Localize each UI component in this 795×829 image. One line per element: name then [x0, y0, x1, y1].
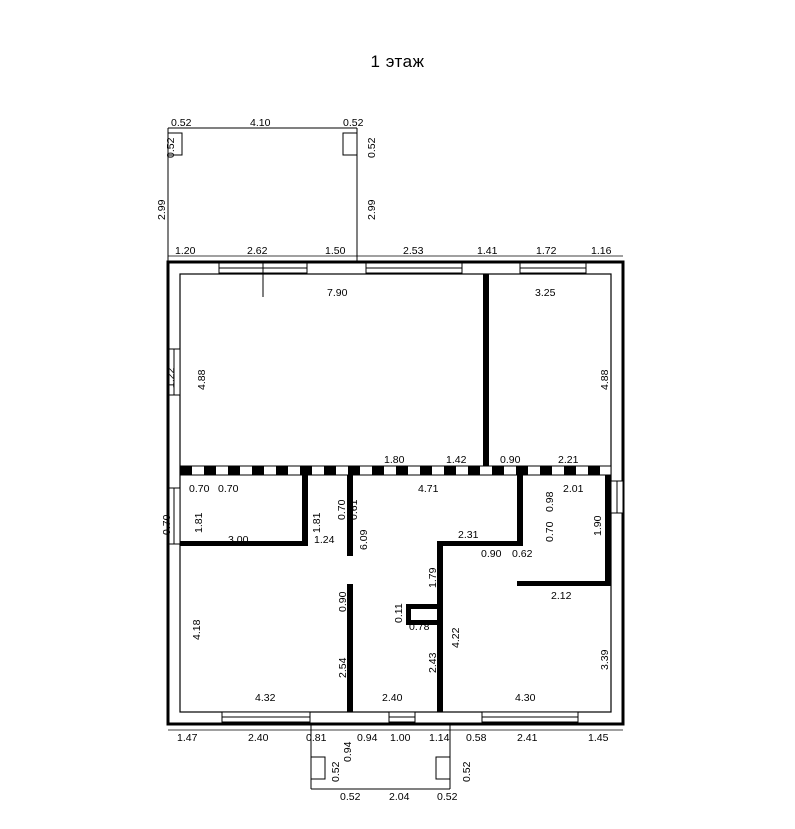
- dim-porch-bottom-1: 2.04: [389, 791, 410, 803]
- dim-porch-top-1: 4.10: [250, 117, 271, 129]
- dim-mid-chain-3: 2.21: [558, 454, 579, 466]
- dim-porch-top-vl: 0.52: [165, 137, 177, 158]
- dim-bottom-chain-4: 0.94: [357, 732, 378, 744]
- dim-top-chain-4: 1.41: [477, 245, 498, 257]
- dim-mid-left-0: 0.70: [189, 483, 210, 495]
- dim-porch-depth-right: 2.99: [366, 199, 378, 220]
- dim-mid-left-1: 0.70: [218, 483, 239, 495]
- dim-left-window-lower-v: 0.70: [161, 514, 173, 535]
- dim-mid-chain-1: 1.42: [446, 454, 467, 466]
- dim-porch-top-vr: 0.52: [366, 137, 378, 158]
- dim-left-v-090: 0.90: [337, 591, 349, 612]
- dim-center-v-179: 1.79: [427, 567, 439, 588]
- dim-left-room-h: 4.18: [191, 619, 203, 640]
- dim-bottom-chain-7: 0.58: [466, 732, 487, 744]
- dim-center-v-422: 4.22: [450, 627, 462, 648]
- dim-center-w-090: 0.90: [481, 548, 502, 560]
- dim-left-v-070: 0.70: [336, 499, 348, 520]
- dim-left-v-181: 1.81: [193, 512, 205, 533]
- dim-right-room-w: 2.12: [551, 590, 572, 602]
- dim-left-v-061: 0.61: [348, 499, 360, 520]
- dim-right-room-height: 4.88: [599, 369, 611, 390]
- dim-corridor-width: 4.71: [418, 483, 439, 495]
- dim-porch-bottom-vr: 0.52: [461, 761, 473, 782]
- dim-porch-depth-left: 2.99: [156, 199, 168, 220]
- dim-bottom-chain-6: 1.14: [429, 732, 450, 744]
- dim-left-v-181b: 1.81: [311, 512, 323, 533]
- dim-top-chain-6: 1.16: [591, 245, 612, 257]
- dim-center-v-243: 2.43: [427, 652, 439, 673]
- dim-right-upper-width: 2.01: [563, 483, 584, 495]
- dim-mid-chain-2: 0.90: [500, 454, 521, 466]
- dim-bottom-chain-2: 0.81: [306, 732, 327, 744]
- dim-top-chain-2: 1.50: [325, 245, 346, 257]
- dim-center-w-062: 0.62: [512, 548, 533, 560]
- dim-bottom-chain-8: 2.41: [517, 732, 538, 744]
- dim-porch-bottom-0: 0.52: [340, 791, 361, 803]
- dim-right-room-width: 3.25: [535, 287, 556, 299]
- dim-porch-bottom-vl: 0.52: [330, 761, 342, 782]
- page-title: 1 этаж: [370, 52, 425, 71]
- dim-top-chain-0: 1.20: [175, 245, 196, 257]
- dim-left-v-609: 6.09: [358, 529, 370, 550]
- dim-bottom-chain-3: 0.94: [342, 741, 354, 762]
- dim-center-v-011: 0.11: [393, 603, 405, 623]
- dim-bottom-chain-5: 1.00: [390, 732, 411, 744]
- dim-bottom-chain-9: 1.45: [588, 732, 609, 744]
- dim-right-door-v: 0.70: [544, 521, 556, 542]
- dim-top-chain-5: 1.72: [536, 245, 557, 257]
- dim-left-w-300: 3.00: [228, 534, 249, 546]
- dim-top-chain-1: 2.62: [247, 245, 268, 257]
- dim-top-chain-3: 2.53: [403, 245, 424, 257]
- dim-porch-top-2: 0.52: [343, 117, 364, 129]
- dim-center-w-240: 2.40: [382, 692, 403, 704]
- dim-right-small-v: 0.98: [544, 491, 556, 512]
- dim-center-v-231: 2.31: [458, 529, 479, 541]
- dim-right-block-w: 4.30: [515, 692, 536, 704]
- dim-left-w-124: 1.24: [314, 534, 335, 546]
- dim-porch-top-0: 0.52: [171, 117, 192, 129]
- dim-right-room-v: 1.90: [592, 515, 604, 536]
- dim-left-window-v: 1.22: [165, 367, 177, 388]
- dim-mid-chain-0: 1.80: [384, 454, 405, 466]
- dim-left-room-width: 7.90: [327, 287, 348, 299]
- dim-center-w-078: 0.78: [409, 621, 430, 633]
- dim-left-room-height: 4.88: [196, 369, 208, 390]
- dim-bottom-chain-0: 1.47: [177, 732, 198, 744]
- dim-right-block-h: 3.39: [599, 649, 611, 670]
- dim-bottom-chain-1: 2.40: [248, 732, 269, 744]
- dim-porch-bottom-2: 0.52: [437, 791, 458, 803]
- dim-left-room-w: 4.32: [255, 692, 276, 704]
- dim-left-v-254: 2.54: [337, 657, 349, 678]
